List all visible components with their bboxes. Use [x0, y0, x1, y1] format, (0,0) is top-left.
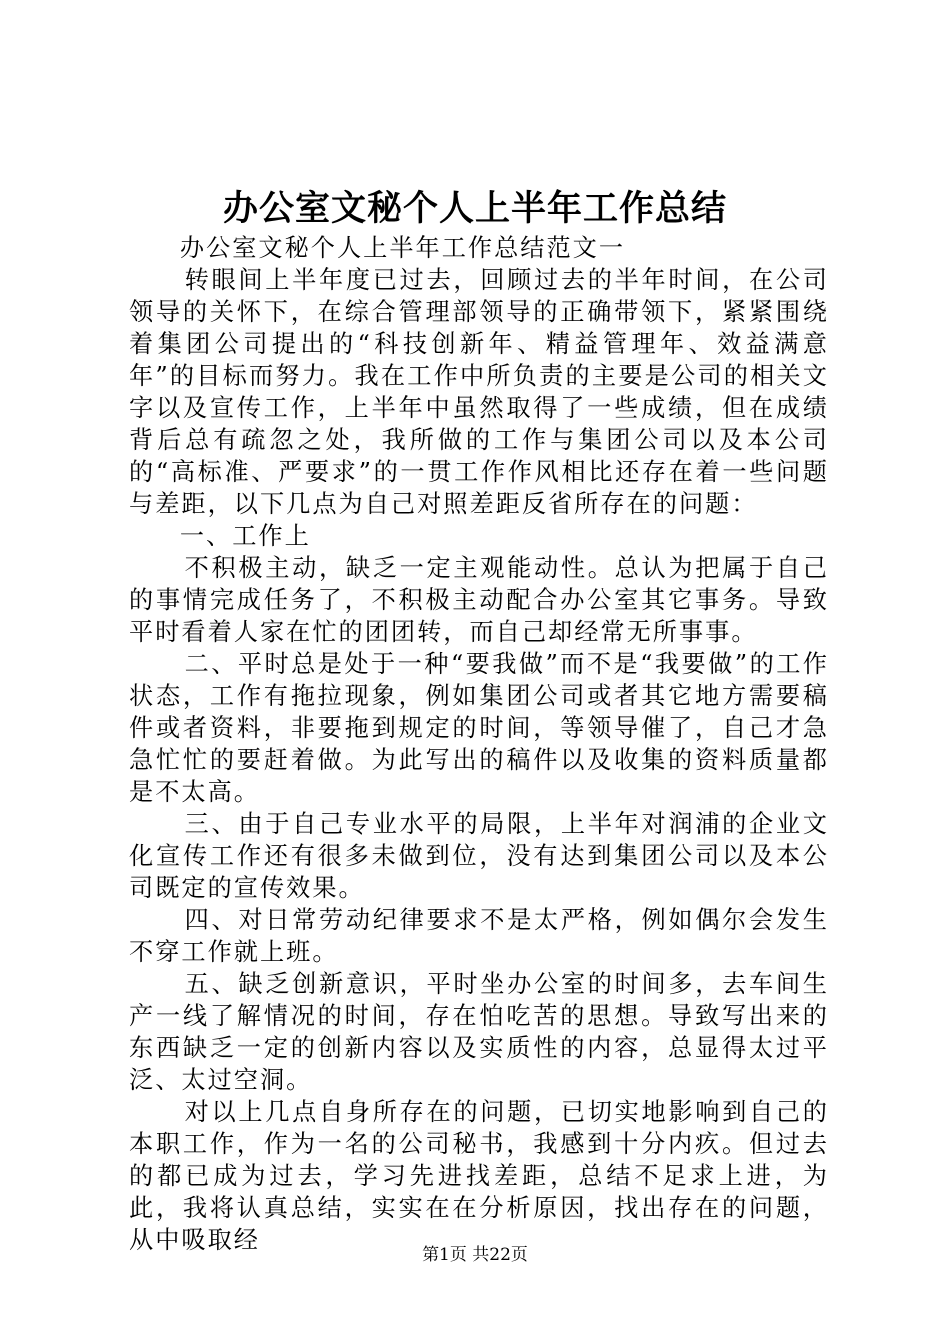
- paragraph: 四、对日常劳动纪律要求不是太严格，例如偶尔会发生不穿工作就上班。: [129, 906, 829, 966]
- section-heading: 一、工作上: [179, 522, 311, 550]
- document-subtitle: 办公室文秘个人上半年工作总结范文一: [179, 234, 626, 262]
- paragraph: 二、平时总是处于一种“要我做”而不是“我要做”的工作状态，工作有拖拉现象，例如集团公司或者其它地方需要稿件或者资料，非要拖到规定的时间，等领导催了，自己才急急忙忙的要赶着做。为此写出的稿件以及收集的资料质量都是不太高。: [129, 650, 829, 806]
- document-body: [129, 232, 829, 1256]
- paragraph: 不积极主动，缺乏一定主观能动性。总认为把属于自己的事情完成任务了，不积极主动配合办公室其它事务。导致平时看着人家在忙的团团转，而自己却经常无所事事。: [129, 554, 829, 646]
- paragraph: 转眼间上半年度已过去，回顾过去的半年时间，在公司领导的关怀下，在综合管理部领导的正确带领下，紧紧围绕着集团公司提出的“科技创新年、精益管理年、效益满意年”的目标而努力。我在工作中所负责的主要是公司的相关文字以及宣传工作，上半年中虽然取得了一些成绩，但在成绩背后总有疏忽之处，我所做的工作与集团公司以及本公司的“高标准、严要求”的一贯工作作风相比还存在着一些问题与差距，以下几点为自己对照差距反省所存在的问题：: [129, 266, 829, 518]
- page-footer: 第1页 共22页: [422, 1245, 528, 1265]
- paragraph: 对以上几点自身所存在的问题，已切实地影响到自己的本职工作，作为一名的公司秘书，我感到十分内疚。但过去的都已成为过去，学习先进找差距，总结不足求上进，为此，我将认真总结，实实在在分析原因，找出存在的问题，从中吸取经: [129, 1098, 829, 1254]
- paragraph: 五、缺乏创新意识，平时坐办公室的时间多，去车间生产一线了解情况的时间，存在怕吃苦的思想。导致写出来的东西缺乏一定的创新内容以及实质性的内容，总显得太过平泛、太过空洞。: [129, 970, 829, 1094]
- paragraph: 三、由于自己专业水平的局限，上半年对润浦的企业文化宣传工作还有很多未做到位，没有达到集团公司以及本公司既定的宣传效果。: [129, 810, 829, 902]
- document-title: 办公室文秘个人上半年工作总结: [222, 188, 727, 229]
